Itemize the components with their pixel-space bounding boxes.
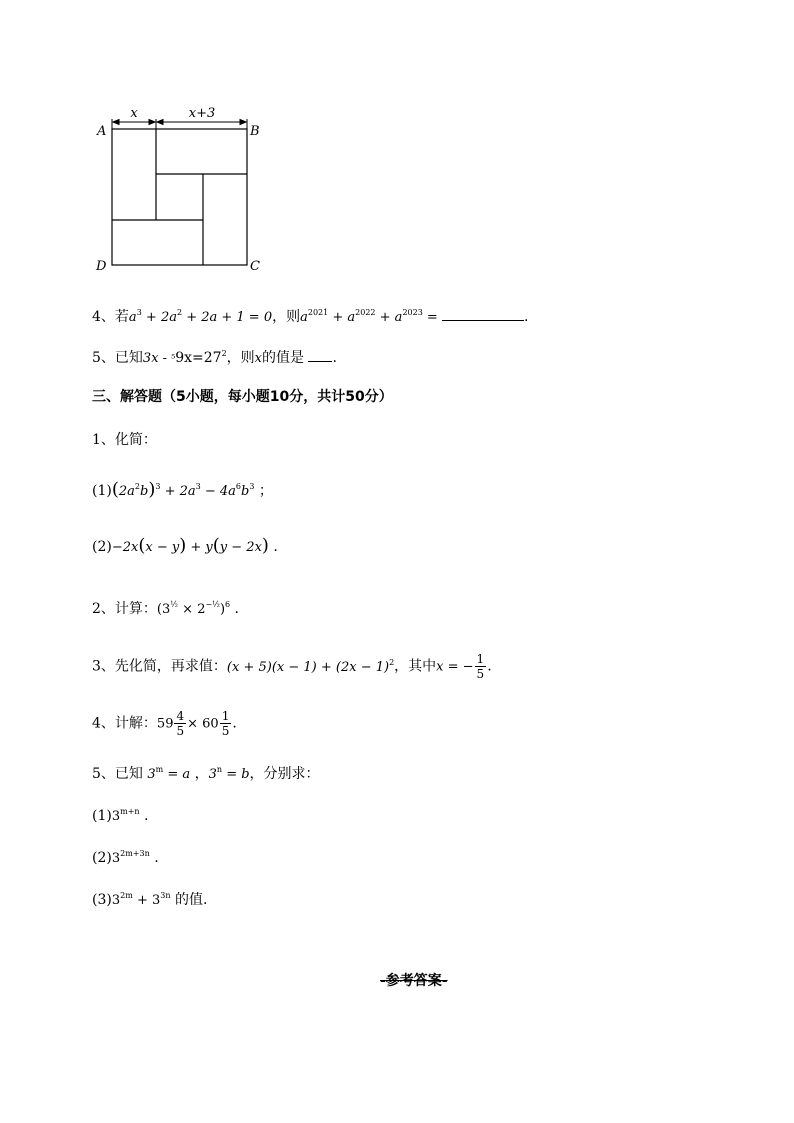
square-division-figure — [92, 102, 272, 280]
question-4: 4、若$a^3 + 2a^2 + 2a + 1 = 0$，则$a^{2021} + a^{2022} + a^{2023}$ = . — [92, 308, 529, 325]
problem-5-part-3: $(3)3^{2m} + 3^{3n}$ 的值. — [92, 891, 208, 908]
question-5: 5、已知$3x - ^59x=27^2$，则x的值是 . — [92, 349, 337, 366]
problem-1-part-2: (2)−2x(x − y) + y(y − 2x) . — [92, 535, 278, 556]
label-x: x — [130, 106, 138, 121]
problem-5: 5、已知 $3^m = a$ ，$3^n = b$，分别求： — [92, 765, 320, 782]
answer-blank[interactable] — [442, 308, 524, 321]
problem-5-part-1: $(1)3^{m+n}$ . — [92, 807, 149, 824]
problem-1-title: 1、化简： — [92, 432, 157, 448]
fraction: $\frac{4}{5}$ — [176, 709, 185, 738]
corner-d: D — [96, 259, 107, 274]
corner-b: B — [250, 124, 260, 139]
problem-1-part-1: $(1)(2a^2b)^3 + 2a^3 - 4a^6b^3$ ； — [92, 479, 273, 500]
label-x-plus-3: x+3 — [188, 106, 216, 121]
answer-blank[interactable] — [308, 349, 332, 362]
problem-5-part-2: $(2)3^{2m+3n}$ . — [92, 849, 159, 866]
fraction: $\frac{1}{5}$ — [476, 652, 485, 681]
fraction: $\frac{1}{5}$ — [221, 709, 230, 738]
problem-4: 4、计解：59 $\frac{4}{5}$ × 60 $\frac{1}{5}$ . — [92, 709, 237, 738]
problem-2: 2、计算：$(3^{\frac{1}{2}} \times 2^{-\frac{1}{2}})^6$ . — [92, 600, 240, 617]
section-3-title: 三、解答题（5小题，每小题10分，共计50分） — [92, 389, 393, 405]
corner-a: A — [97, 124, 107, 139]
answer-heading: -参考答案- — [380, 973, 448, 989]
corner-c: C — [250, 259, 260, 274]
problem-3: 3、先化简，再求值：$(x + 5)(x - 1) + (2x - 1)^2$，其中x = − $\frac{1}{5}$ . — [92, 652, 492, 681]
